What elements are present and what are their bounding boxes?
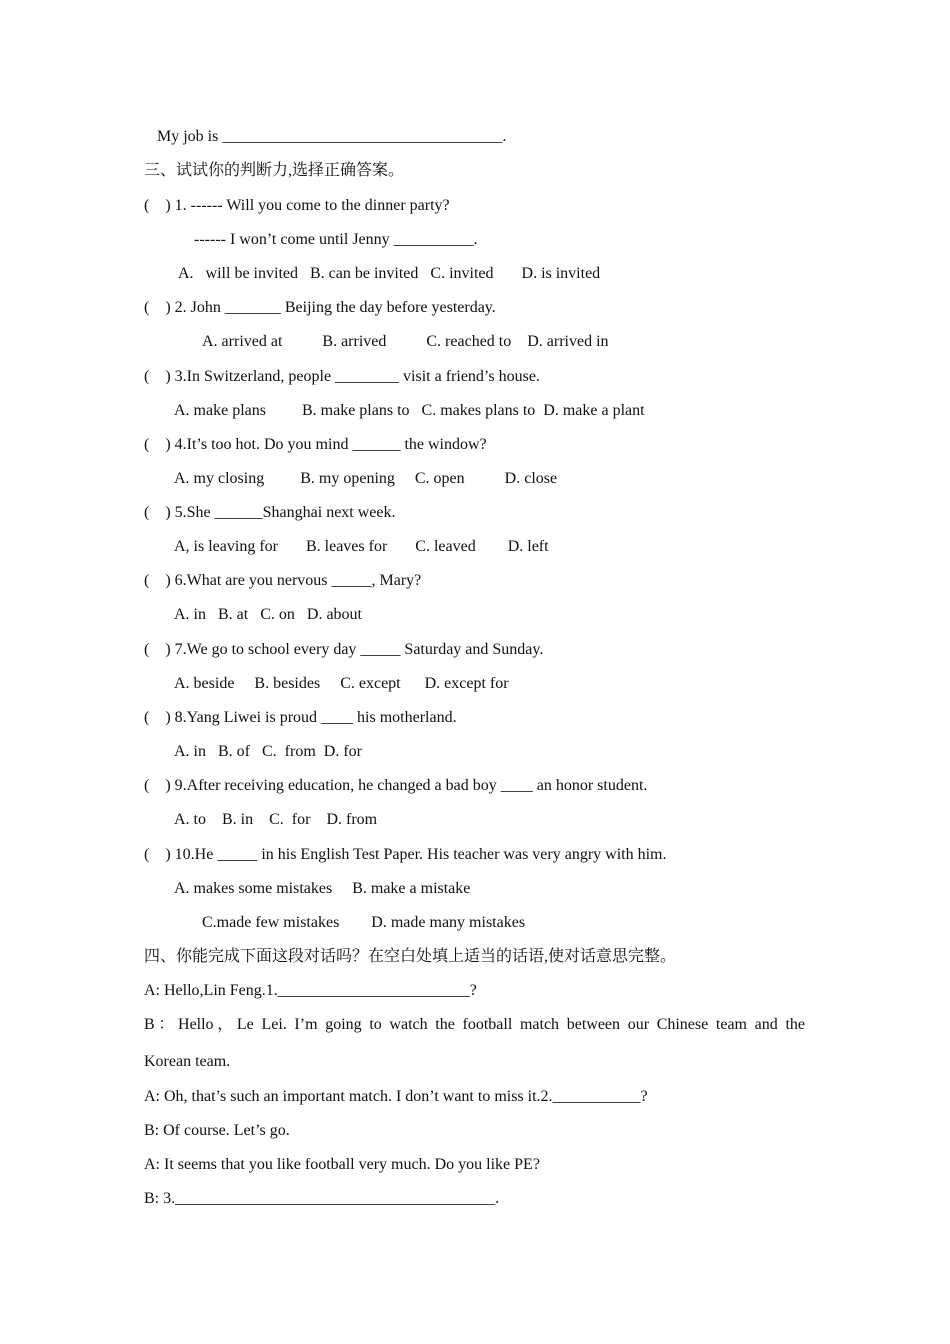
question-3: ( ) 3.In Switzerland, people ________ visit a friend’s house.: [144, 368, 540, 385]
question-9: ( ) 9.After receiving education, he changed a bad boy ____ an honor student.: [144, 777, 648, 794]
question-9-options: A. to B. in C. for D. from: [174, 811, 378, 828]
question-6: ( ) 6.What are you nervous _____, Mary?: [144, 572, 422, 589]
dialogue-line-b2: B: Of course. Let’s go.: [144, 1122, 290, 1139]
question-6-options: A. in B. at C. on D. about: [174, 606, 362, 623]
question-1-options: A. will be invited B. can be invited C. invited D. is invited: [178, 265, 601, 282]
question-1: ( ) 1. ------ Will you come to the dinner party?: [144, 197, 450, 214]
question-4-options: A. my closing B. my opening C. open D. close: [174, 470, 558, 487]
question-5-options: A, is leaving for B. leaves for C. leaved D. left: [174, 538, 549, 555]
question-5: ( ) 5.She ______Shanghai next week.: [144, 504, 396, 521]
question-2: ( ) 2. John _______ Beijing the day before yesterday.: [144, 299, 496, 316]
question-8-options: A. in B. of C. from D. for: [174, 743, 362, 760]
dialogue-line-b1-cont: Korean team.: [144, 1053, 231, 1070]
dialogue-line-b3: B: 3.________________________________________.: [144, 1190, 500, 1207]
question-10-options-row-1: A. makes some mistakes B. make a mistake: [174, 880, 471, 897]
job-answer-line: My job is ___________________________________.: [157, 128, 507, 145]
question-10: ( ) 10.He _____ in his English Test Paper. His teacher was very angry with him.: [144, 846, 667, 863]
question-1-reply: ------ I won’t come until Jenny __________.: [194, 231, 478, 248]
dialogue-line-a1: A: Hello,Lin Feng.1.________________________?: [144, 982, 477, 999]
question-3-options: A. make plans B. make plans to C. makes plans to D. make a plant: [174, 402, 645, 419]
question-8: ( ) 8.Yang Liwei is proud ____ his motherland.: [144, 709, 457, 726]
question-4: ( ) 4.It’s too hot. Do you mind ______ the window?: [144, 436, 487, 453]
question-2-options: A. arrived at B. arrived C. reached to D. arrived in: [202, 333, 609, 350]
question-7: ( ) 7.We go to school every day _____ Saturday and Sunday.: [144, 641, 544, 658]
question-7-options: A. beside B. besides C. except D. except for: [174, 675, 509, 692]
dialogue-line-a3: A: It seems that you like football very much. Do you like PE?: [144, 1156, 540, 1173]
section-four-heading: 四、你能完成下面这段对话吗？在空白处填上适当的话语,使对话意思完整。: [144, 948, 677, 965]
section-three-heading: 三、试试你的判断力,选择正确答案。: [144, 162, 405, 179]
question-10-options-row-2: C.made few mistakes D. made many mistakes: [202, 914, 526, 931]
dialogue-line-a2: A: Oh, that’s such an important match. I don’t want to miss it.2.___________?: [144, 1088, 648, 1105]
dialogue-line-b1: B：Hello，Le Lei. I’m going to watch the football match between our Chinese team and the: [144, 1016, 805, 1033]
